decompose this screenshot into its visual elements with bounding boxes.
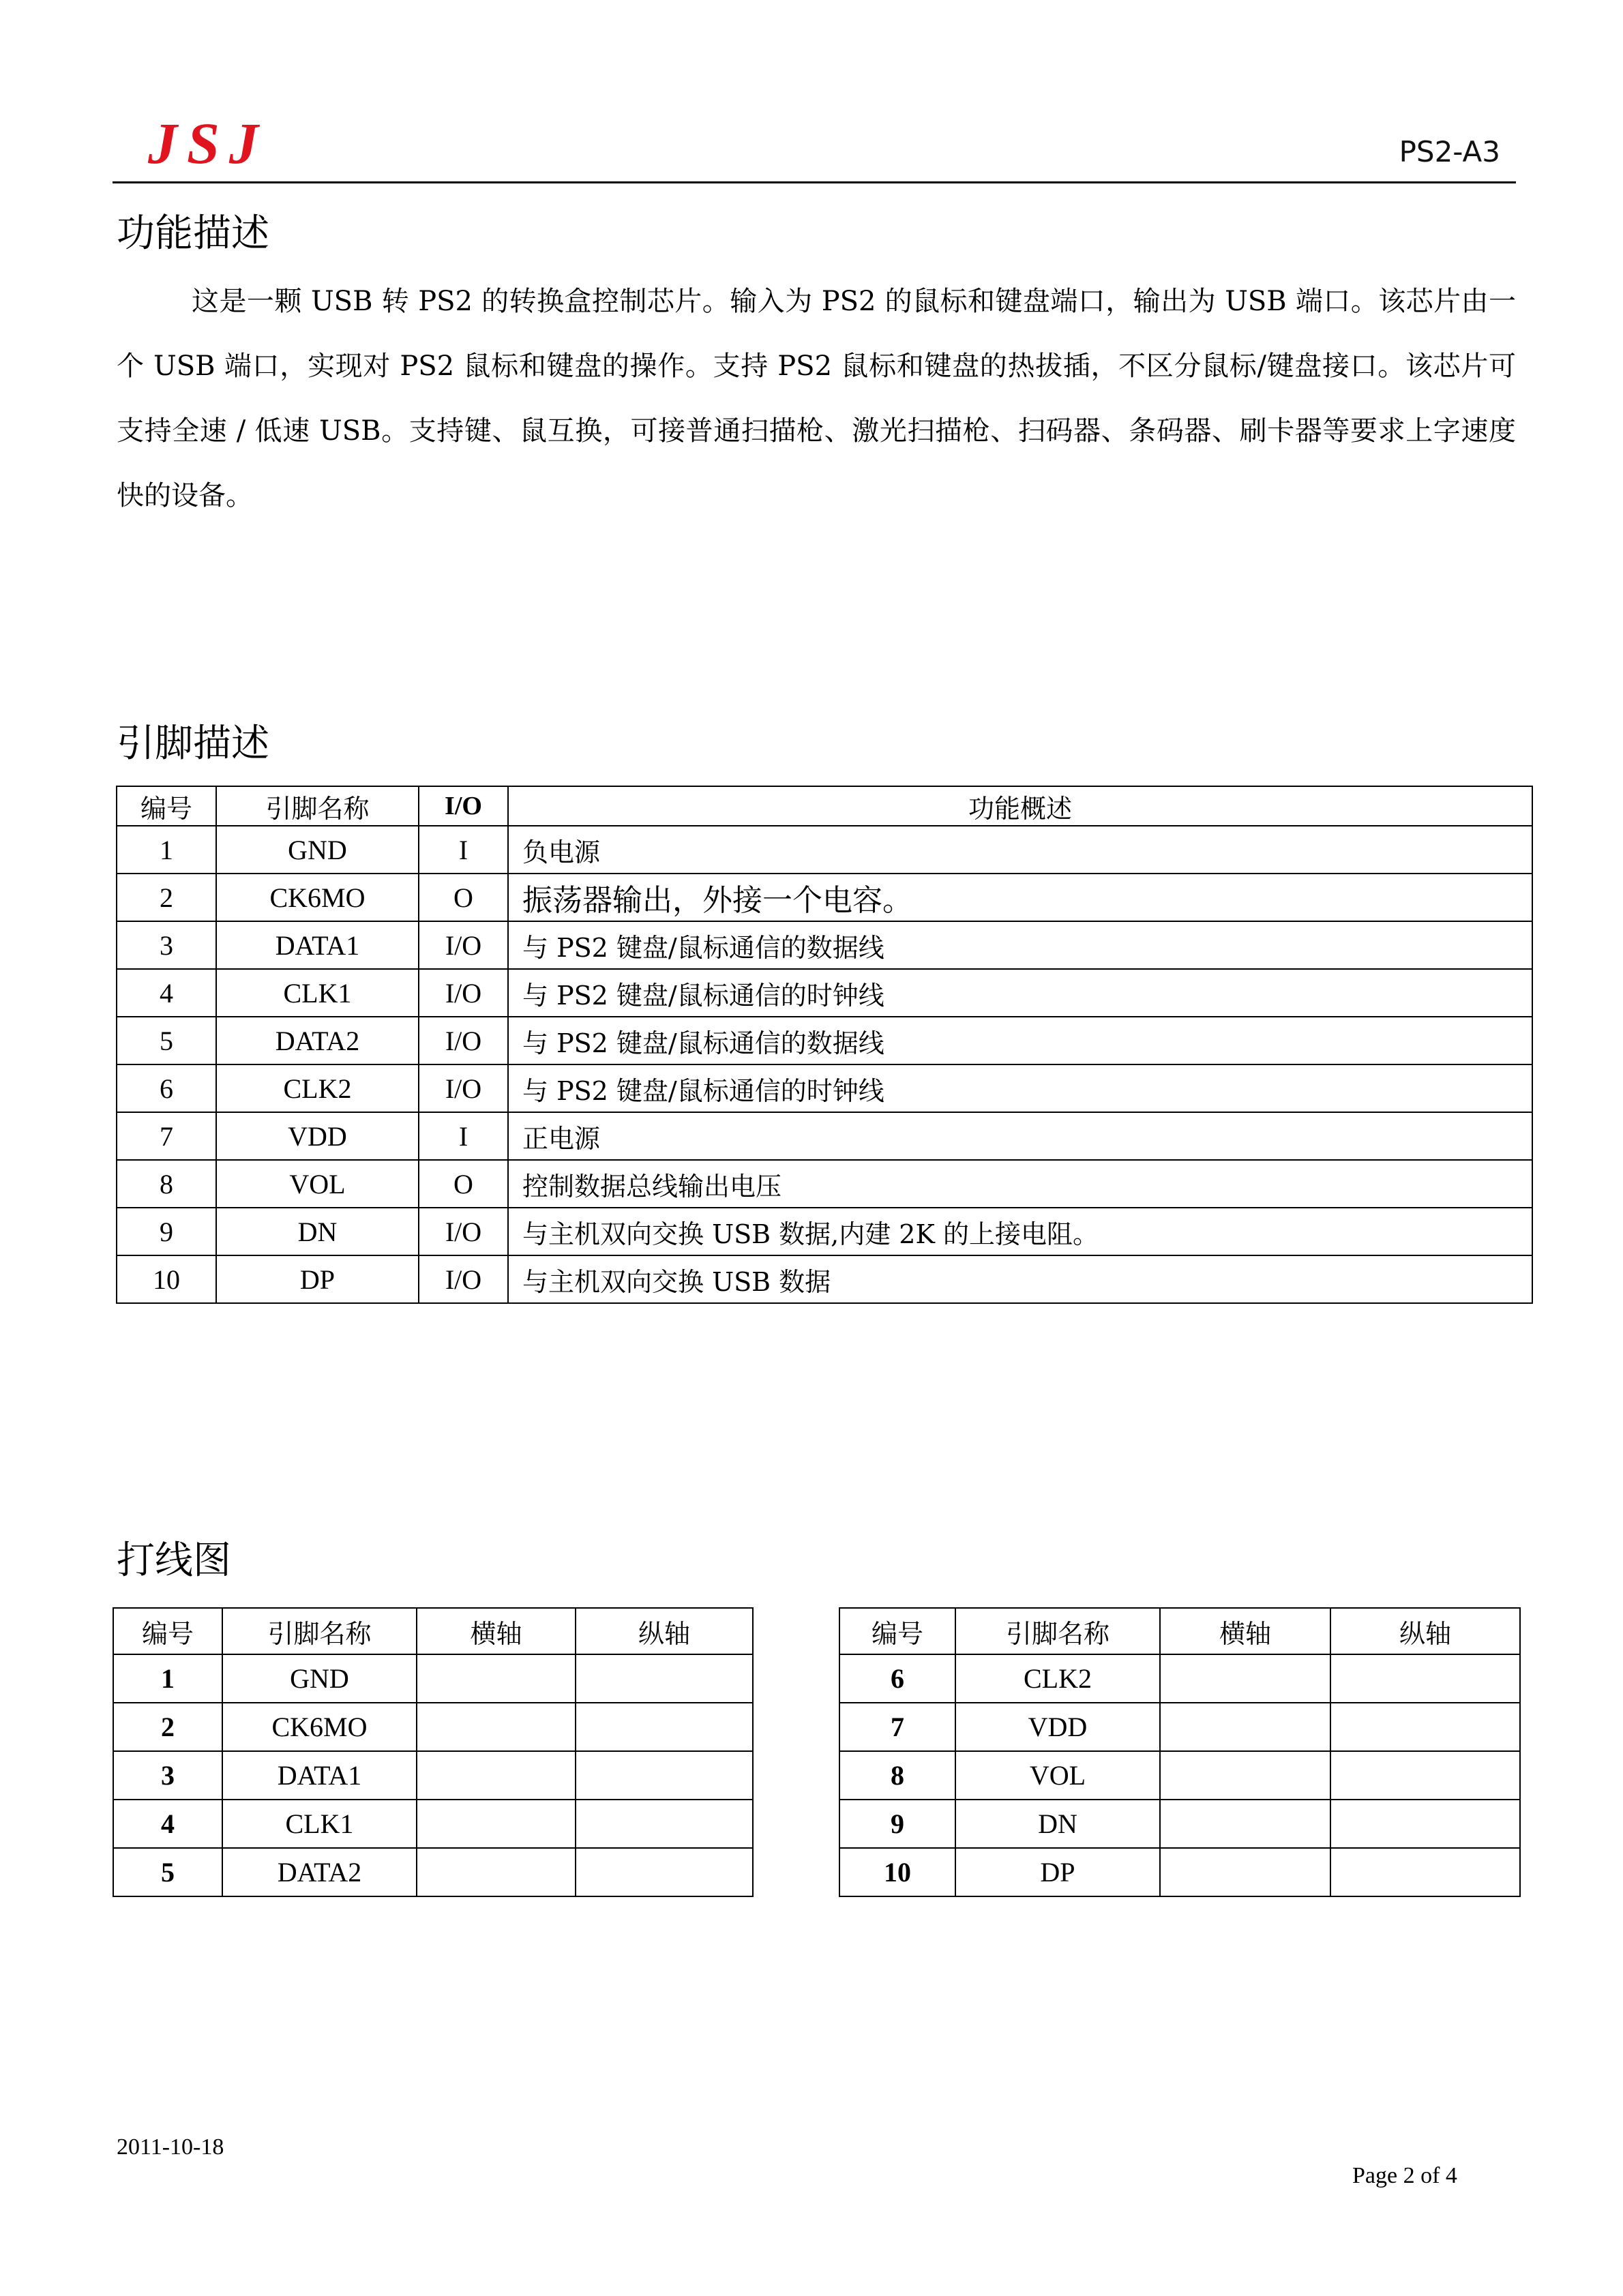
col-header-number: 编号 — [113, 1608, 222, 1654]
pin-name: CLK1 — [216, 969, 419, 1017]
section-title-wiring: 打线图 — [117, 1538, 231, 1583]
pin-function: 与主机双向交换 USB 数据 — [508, 1255, 1532, 1303]
table-row — [839, 1848, 1520, 1896]
pin-name: DATA1 — [222, 1751, 417, 1800]
x-coordinate-cell — [417, 1703, 576, 1751]
table-row — [117, 1208, 1532, 1255]
pin-io: I — [419, 1112, 508, 1160]
y-coordinate-cell — [1330, 1703, 1520, 1751]
table-row — [113, 1654, 753, 1703]
x-coordinate-cell — [1160, 1654, 1330, 1703]
y-coordinate-cell — [576, 1848, 753, 1896]
y-coordinate-cell — [1330, 1751, 1520, 1800]
pin-name: DN — [216, 1208, 419, 1255]
pin-number: 6 — [839, 1654, 955, 1703]
pin-name: GND — [216, 826, 419, 874]
pin-name: DP — [216, 1255, 419, 1303]
brand-logo: JSJ — [148, 110, 268, 176]
x-coordinate-cell — [417, 1800, 576, 1848]
table-row — [117, 1160, 1532, 1208]
x-coordinate-cell — [417, 1654, 576, 1703]
pin-io: I/O — [419, 921, 508, 969]
table-row — [117, 969, 1532, 1017]
x-coordinate-cell — [1160, 1751, 1330, 1800]
pin-name: VOL — [216, 1160, 419, 1208]
pin-number: 3 — [117, 921, 216, 969]
pin-io: I/O — [419, 1208, 508, 1255]
pin-name: DP — [955, 1848, 1160, 1896]
pin-number: 8 — [839, 1751, 955, 1800]
pin-number: 3 — [113, 1751, 222, 1800]
pin-name: DATA2 — [222, 1848, 417, 1896]
pin-number: 6 — [117, 1064, 216, 1112]
col-header-number: 编号 — [117, 786, 216, 826]
pin-name: VDD — [216, 1112, 419, 1160]
pin-function: 正电源 — [508, 1112, 1532, 1160]
pin-number: 2 — [113, 1703, 222, 1751]
pin-function: 负电源 — [508, 826, 1532, 874]
table-row — [117, 826, 1532, 874]
y-coordinate-cell — [1330, 1800, 1520, 1848]
y-coordinate-cell — [1330, 1654, 1520, 1703]
col-header-y-axis: 纵轴 — [576, 1608, 753, 1654]
pin-number: 10 — [117, 1255, 216, 1303]
table-header-row — [839, 1608, 1520, 1654]
footer-date: 2011-10-18 — [117, 2134, 224, 2160]
col-header-y-axis: 纵轴 — [1330, 1608, 1520, 1654]
table-row — [117, 1255, 1532, 1303]
pin-number: 1 — [117, 826, 216, 874]
x-coordinate-cell — [417, 1751, 576, 1800]
pin-io: I — [419, 826, 508, 874]
col-header-number: 编号 — [839, 1608, 955, 1654]
table-row — [117, 1017, 1532, 1064]
pin-io: O — [419, 874, 508, 921]
pin-function: 与 PS2 键盘/鼠标通信的时钟线 — [508, 1064, 1532, 1112]
pin-io: I/O — [419, 1255, 508, 1303]
pin-name: CLK1 — [222, 1800, 417, 1848]
table-row — [113, 1848, 753, 1896]
page-number: Page 2 of 4 — [1352, 2163, 1457, 2188]
pin-function: 与主机双向交换 USB 数据,内建 2K 的上接电阻。 — [508, 1208, 1532, 1255]
pin-function: 与 PS2 键盘/鼠标通信的时钟线 — [508, 969, 1532, 1017]
pin-number: 4 — [113, 1800, 222, 1848]
pin-number: 7 — [839, 1703, 955, 1751]
table-row — [113, 1800, 753, 1848]
model-number: PS2-A3 — [1399, 135, 1500, 168]
table-row — [839, 1703, 1520, 1751]
pin-number: 10 — [839, 1848, 955, 1896]
table-header-row — [117, 786, 1532, 826]
x-coordinate-cell — [1160, 1848, 1330, 1896]
pin-name: DATA1 — [216, 921, 419, 969]
pin-number: 5 — [113, 1848, 222, 1896]
col-header-x-axis: 横轴 — [1160, 1608, 1330, 1654]
pin-name: GND — [222, 1654, 417, 1703]
header-divider — [113, 181, 1516, 183]
table-header-row — [113, 1608, 753, 1654]
pin-number: 5 — [117, 1017, 216, 1064]
pin-name: DN — [955, 1800, 1160, 1848]
table-row — [839, 1751, 1520, 1800]
pin-number: 2 — [117, 874, 216, 921]
wiring-table-right — [839, 1607, 1521, 1897]
pin-number: 7 — [117, 1112, 216, 1160]
pin-name: CK6MO — [216, 874, 419, 921]
pin-io: I/O — [419, 1017, 508, 1064]
pin-name: VOL — [955, 1751, 1160, 1800]
table-row — [113, 1751, 753, 1800]
table-row — [117, 1112, 1532, 1160]
pin-number: 9 — [117, 1208, 216, 1255]
pin-io: O — [419, 1160, 508, 1208]
function-description: 这是一颗 USB 转 PS2 的转换盒控制芯片。输入为 PS2 的鼠标和键盘端口，输出为 USB 端口。该芯片由一个 USB 端口，实现对 PS2 鼠标和键盘的操作。支持 PS2 鼠标和键盘的热拔插，不区分鼠标/键盘接口。该芯片可支持全速 / 低速 USB。支持键、鼠互换，可接普通扫描枪、激光扫描枪、扫码器、条码器、刷卡器等要求上字速度快的设备。 — [117, 286, 1516, 511]
y-coordinate-cell — [576, 1703, 753, 1751]
col-header-io: I/O — [419, 786, 508, 826]
section-title-function: 功能描述 — [117, 211, 269, 256]
col-header-pin-name: 引脚名称 — [216, 786, 419, 826]
pin-function: 与 PS2 键盘/鼠标通信的数据线 — [508, 921, 1532, 969]
pin-io: I/O — [419, 969, 508, 1017]
table-row — [839, 1800, 1520, 1848]
pin-function: 振荡器输出，外接一个电容。 — [508, 874, 1532, 921]
pin-name: CK6MO — [222, 1703, 417, 1751]
x-coordinate-cell — [1160, 1800, 1330, 1848]
pin-number: 4 — [117, 969, 216, 1017]
table-row — [117, 921, 1532, 969]
col-header-pin-name: 引脚名称 — [222, 1608, 417, 1654]
section-title-pins: 引脚描述 — [117, 721, 269, 766]
col-header-x-axis: 横轴 — [417, 1608, 576, 1654]
y-coordinate-cell — [1330, 1848, 1520, 1896]
wiring-table-left — [113, 1607, 754, 1897]
pin-name: DATA2 — [216, 1017, 419, 1064]
table-row — [117, 1064, 1532, 1112]
y-coordinate-cell — [576, 1800, 753, 1848]
pin-number: 8 — [117, 1160, 216, 1208]
pin-io: I/O — [419, 1064, 508, 1112]
pin-number: 9 — [839, 1800, 955, 1848]
y-coordinate-cell — [576, 1654, 753, 1703]
col-header-function: 功能概述 — [508, 786, 1532, 826]
pin-name: CLK2 — [216, 1064, 419, 1112]
x-coordinate-cell — [417, 1848, 576, 1896]
pin-name: CLK2 — [955, 1654, 1160, 1703]
pin-name: VDD — [955, 1703, 1160, 1751]
pin-function: 与 PS2 键盘/鼠标通信的数据线 — [508, 1017, 1532, 1064]
pin-description-table — [116, 786, 1533, 1304]
y-coordinate-cell — [576, 1751, 753, 1800]
pin-function: 控制数据总线输出电压 — [508, 1160, 1532, 1208]
table-row — [117, 874, 1532, 921]
table-row — [839, 1654, 1520, 1703]
x-coordinate-cell — [1160, 1703, 1330, 1751]
pin-number: 1 — [113, 1654, 222, 1703]
col-header-pin-name: 引脚名称 — [955, 1608, 1160, 1654]
table-row — [113, 1703, 753, 1751]
